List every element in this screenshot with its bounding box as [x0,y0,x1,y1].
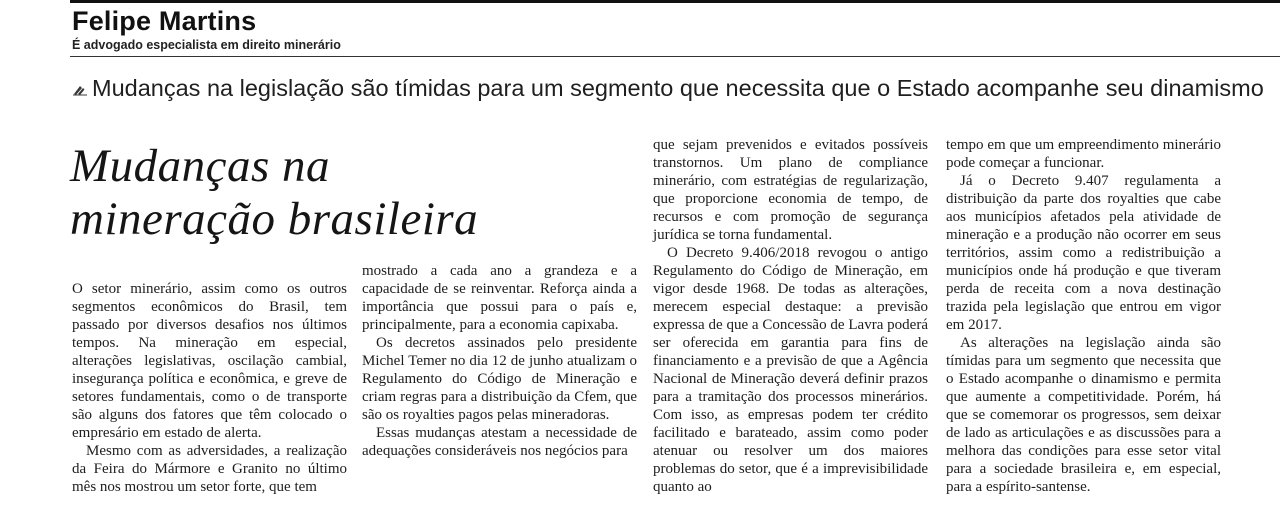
paragraph: que sejam prevenidos e evitados possíveis transtornos. Um plano de compliance minerário, com estratégias de regularização, que proporcione economia de tempo, de recursos e com promoção de segurança jurídica se torna fundamental. [653,137,928,243]
paragraph: As alterações na legislação ainda são tímidas para um segmento que necessita que o Estado acompanhe o dinamismo e permita que aumente a competitividade. Porém, há que se comemorar os progressos, sem deixar de lado as articulações e as discussões para a melhora das condições para esse setor vital para a sociedade brasileira e, em especial, para a espírito-santense. [946,335,1221,495]
top-rule [70,0,1280,3]
headline-line-2: mineração brasileira [70,193,479,245]
headline-line-1: Mudanças na [70,140,331,192]
paragraph: mostrado a cada ano a grandeza e a capacidade de se reinventar. Reforça ainda a importância que possui para o país e, principalmente, para a economia capixaba. [362,263,637,333]
author-name: Felipe Martins [72,6,257,36]
kicker-text: Mudanças na legislação são tímidas para um segmento que necessita que o Estado acompanhe seu dinamismo [92,74,1264,101]
paragraph: tempo em que um empreendimento minerário pode começar a funcionar. [946,137,1221,171]
column-4 [946,136,1221,496]
author-role: É advogado especialista em direito minerário [72,38,341,52]
column-3 [653,136,928,496]
paragraph: O setor minerário, assim como os outros segmentos econômicos do Brasil, tem passado por diversos desafios nos últimos tempos. Na mineração em especial, alterações legislativas, oscilação cambial, insegurança política e econômica, e greve de setores fundamentais, como o de transporte são alguns dos fatores que têm colocado o empresário em estado de alerta. [72,281,347,441]
kicker [72,70,1264,106]
paragraph: Mesmo com as adversidades, a realização da Feira do Mármore e Granito no último mês nos mostrou um setor forte, que tem [72,443,347,495]
column-2 [362,262,637,460]
paragraph: Os decretos assinados pelo presidente Michel Temer no dia 12 de junho atualizam o Regulamento do Código de Mineração e criam regras para a distribuição da Cfem, que são os royalties pagos pelas mineradoras. [362,335,637,423]
paragraph: O Decreto 9.406/2018 revogou o antigo Regulamento do Código de Mineração, em vigor desde 1968. De todas as alterações, merecem especial destaque: a previsão expressa de que a Concessão de Lavra poderá ser oferecida em garantia para fins de financiamento e a previsão de que a Agência Nacional de Mineração deverá definir prazos para a tramitação dos processos minerários. Com isso, as empresas podem ter crédito facilitado e barateado, assim como poder atenuar ou resolver um dos maiores problemas do setor, que é a imprevisibilidade quanto ao [653,245,928,495]
header-divider [70,56,1280,57]
pen-icon [72,80,88,96]
paragraph: Já o Decreto 9.407 regulamenta a distribuição da parte dos royalties que cabe aos municípios afetados pela atividade de mineração e a produção não ocorrer em seus territórios, assim como a redistribuição a municípios onde há produção e que tiveram perda de receita com a nova destinação trazida pela legislação que entrou em vigor em 2017. [946,173,1221,333]
headline [70,140,590,246]
column-1 [72,280,347,496]
paragraph: Essas mudanças atestam a necessidade de adequações consideráveis nos negócios para [362,425,637,459]
